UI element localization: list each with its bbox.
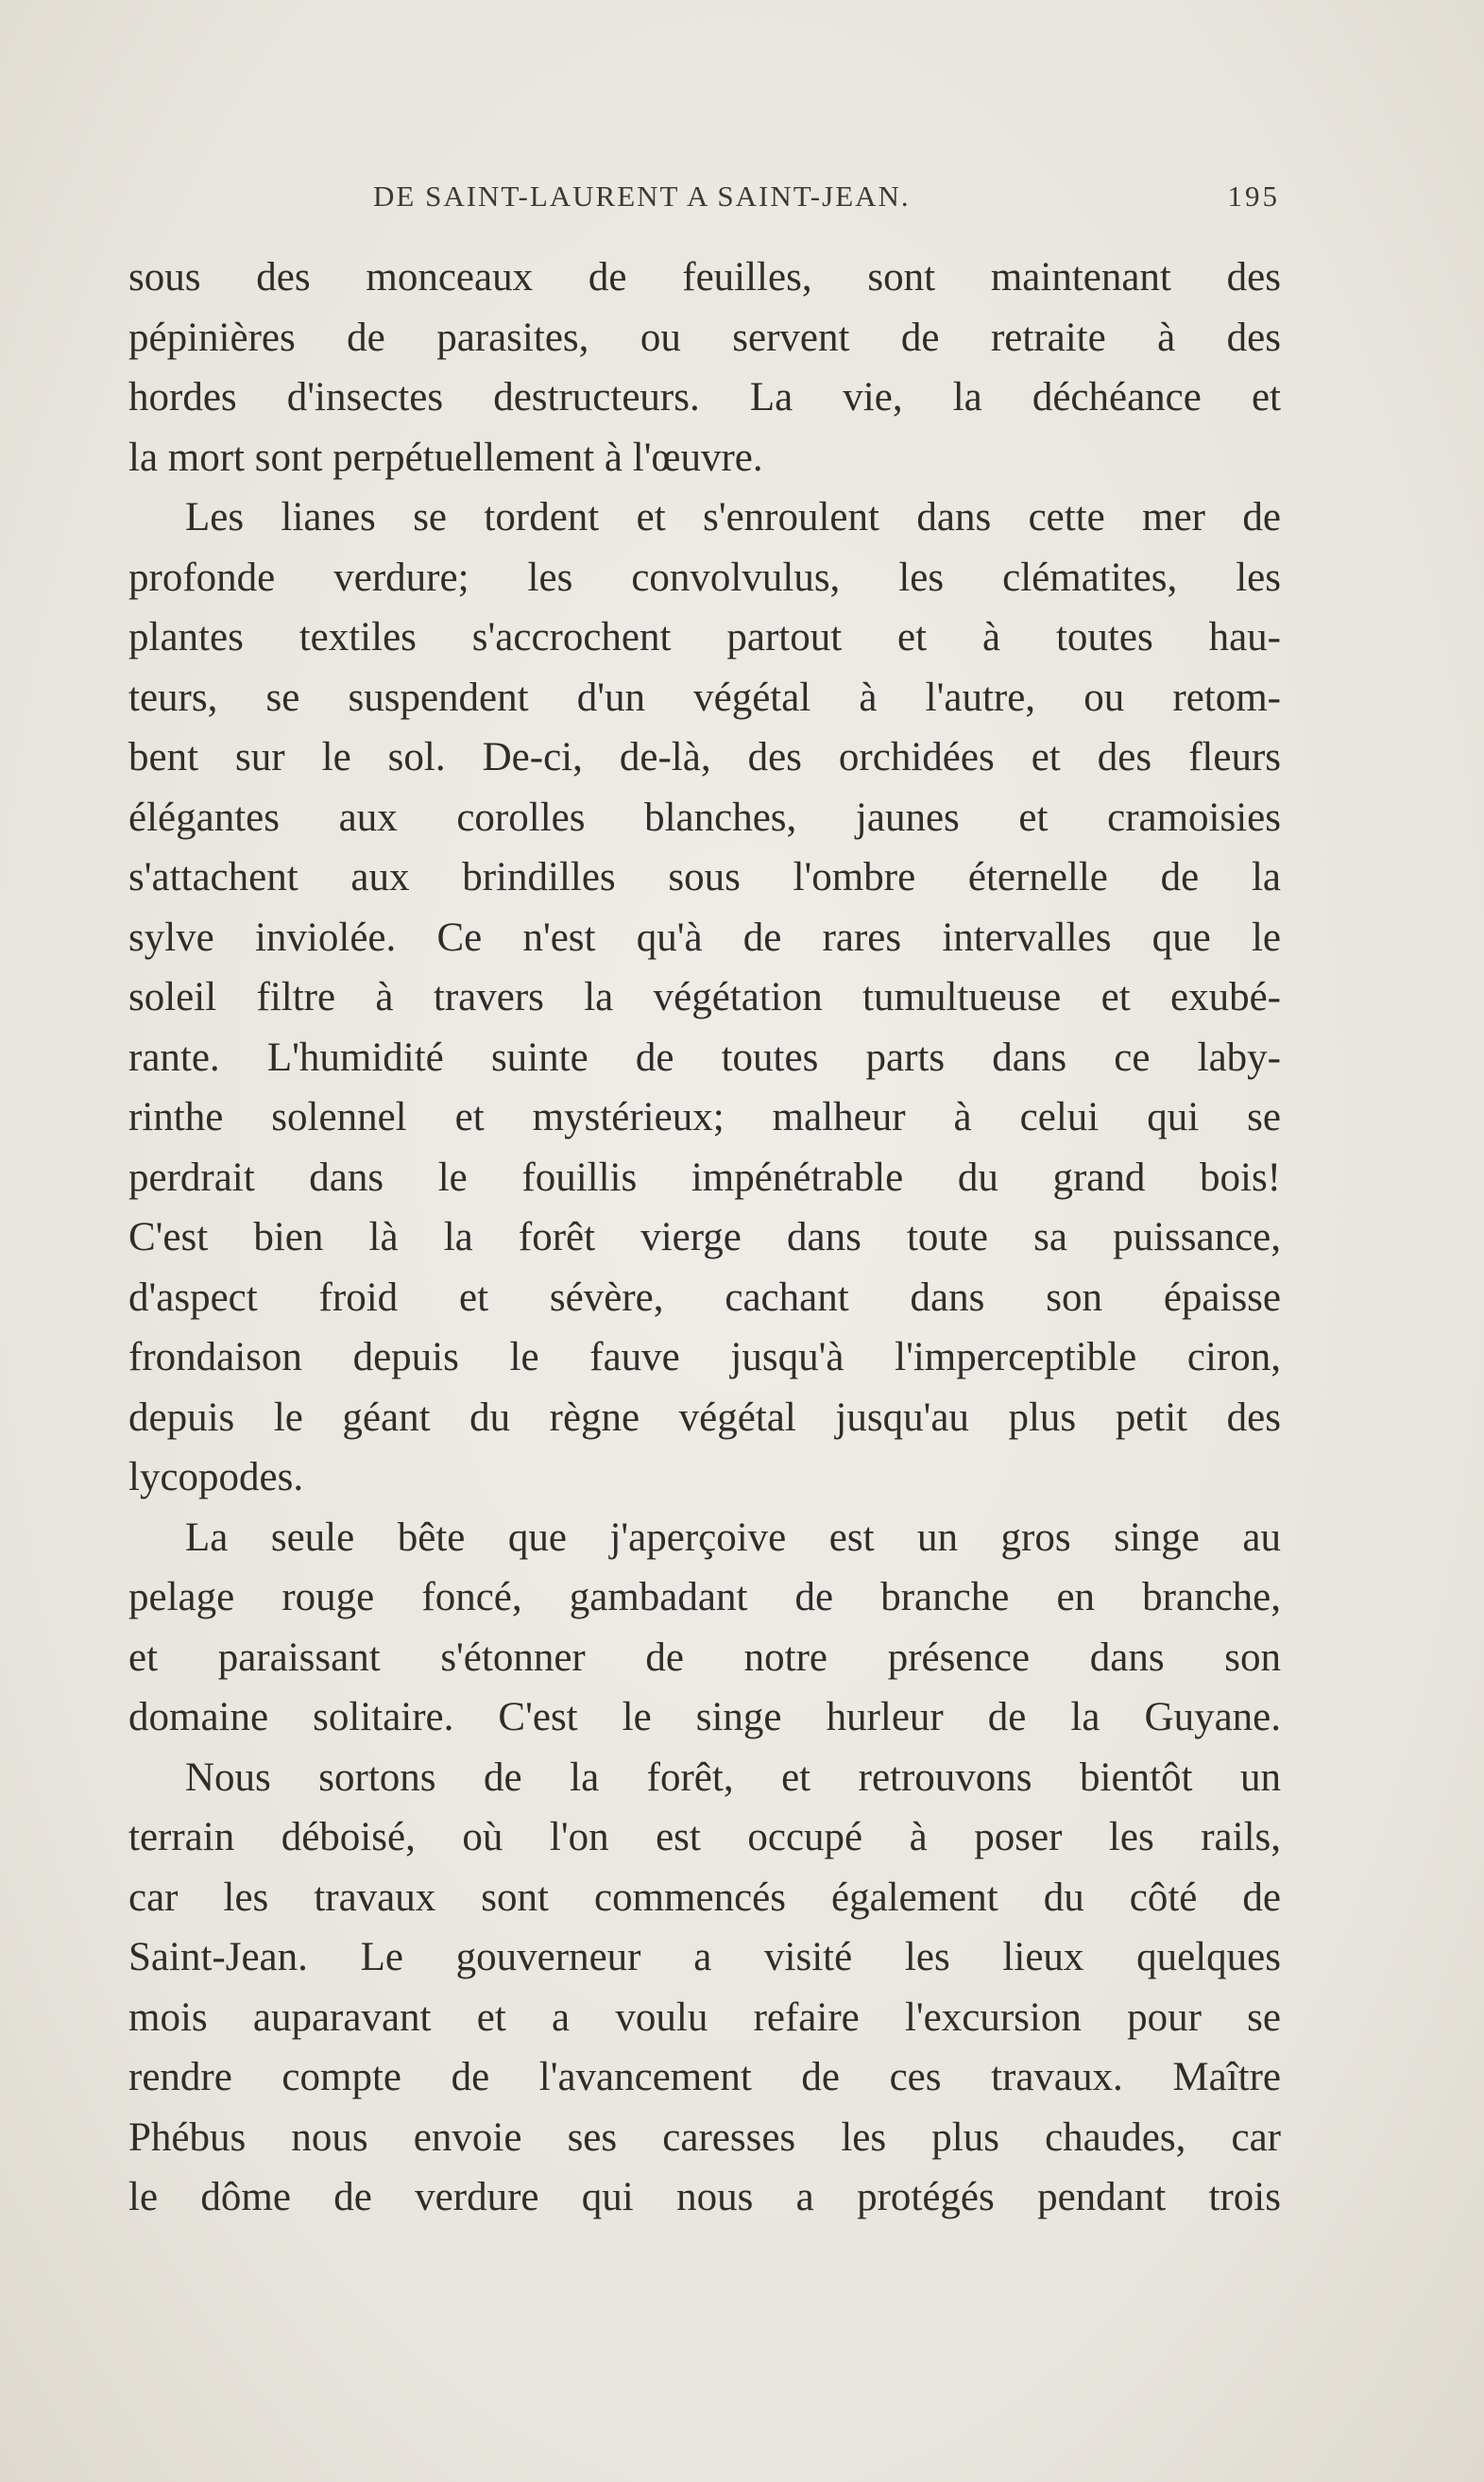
text-line: terrain déboisé, où l'on est occupé à poser les rails, [128,1815,1281,1859]
text-line: le dôme de verdure qui nous a protégés pendant trois [128,2175,1281,2219]
body-text [128,248,1281,2228]
text-line: teurs, se suspendent d'un végétal à l'autre, ou retom- [128,675,1281,720]
text-line: rendre compte de l'avancement de ces travaux. Maître [128,2055,1281,2099]
text-line: plantes textiles s'accrochent partout et à toutes hau- [128,615,1281,659]
text-line: C'est bien là la forêt vierge dans toute sa puissance, [128,1215,1281,1259]
text-line: profonde verdure; les convolvulus, les clématites, les [128,555,1281,600]
text-line: depuis le géant du règne végétal jusqu'au plus petit des [128,1395,1281,1440]
text-line: hordes d'insectes destructeurs. La vie, la déchéance et [128,375,1281,419]
text-line: la mort sont perpétuellement à l'œuvre. [128,435,763,480]
text-line: sylve inviolée. Ce n'est qu'à de rares intervalles que le [128,915,1281,960]
text-line: bent sur le sol. De-ci, de-là, des orchidées et des fleurs [128,735,1281,779]
text-line: mois auparavant et a voulu refaire l'excursion pour se [128,1994,1281,2040]
text-line: rinthe solennel et mystérieux; malheur à celui qui se [128,1095,1281,1139]
text-line: Nous sortons de la forêt, et retrouvons bientôt un [185,1755,1281,1800]
text-line: lycopodes. [128,1455,304,1499]
text-line: sous des monceaux de feuilles, sont maintenant des [128,255,1281,300]
text-line: d'aspect froid et sévère, cachant dans son épaisse [128,1275,1281,1320]
text-line: frondaison depuis le fauve jusqu'à l'imperceptible ciron, [128,1335,1281,1379]
text-line: élégantes aux corolles blanches, jaunes et cramoisies [128,795,1281,840]
text-line: Saint-Jean. Le gouverneur a visité les lieux quelques [128,1935,1281,1979]
text-line: La seule bête que j'aperçoive est un gros singe au [185,1515,1281,1560]
text-line: rante. L'humidité suinte de toutes parts dans ce laby- [128,1035,1281,1080]
chapter-title: DE SAINT-LAURENT A SAINT-JEAN. [373,180,911,213]
text-line: perdrait dans le fouillis impénétrable du grand bois! [128,1155,1281,1200]
text-line: soleil filtre à travers la végétation tumultueuse et exubé- [128,975,1281,1019]
page-number: 195 [1227,180,1280,213]
text-line: car les travaux sont commencés également du côté de [128,1874,1281,1920]
text-line: s'attachent aux brindilles sous l'ombre éternelle de la [128,855,1281,899]
text-line: pépinières de parasites, ou servent de retraite à des [128,315,1281,360]
text-line: Les lianes se tordent et s'enroulent dans cette mer de [185,495,1281,539]
text-line: pelage rouge foncé, gambadant de branche en branche, [128,1575,1281,1619]
text-line: domaine solitaire. C'est le singe hurleur de la Guyane. [128,1695,1281,1739]
text-line: et paraissant s'étonner de notre présence dans son [128,1635,1281,1680]
text-line: Phébus nous envoie ses caresses les plus chaudes, car [128,2114,1281,2160]
running-header [373,180,1280,227]
